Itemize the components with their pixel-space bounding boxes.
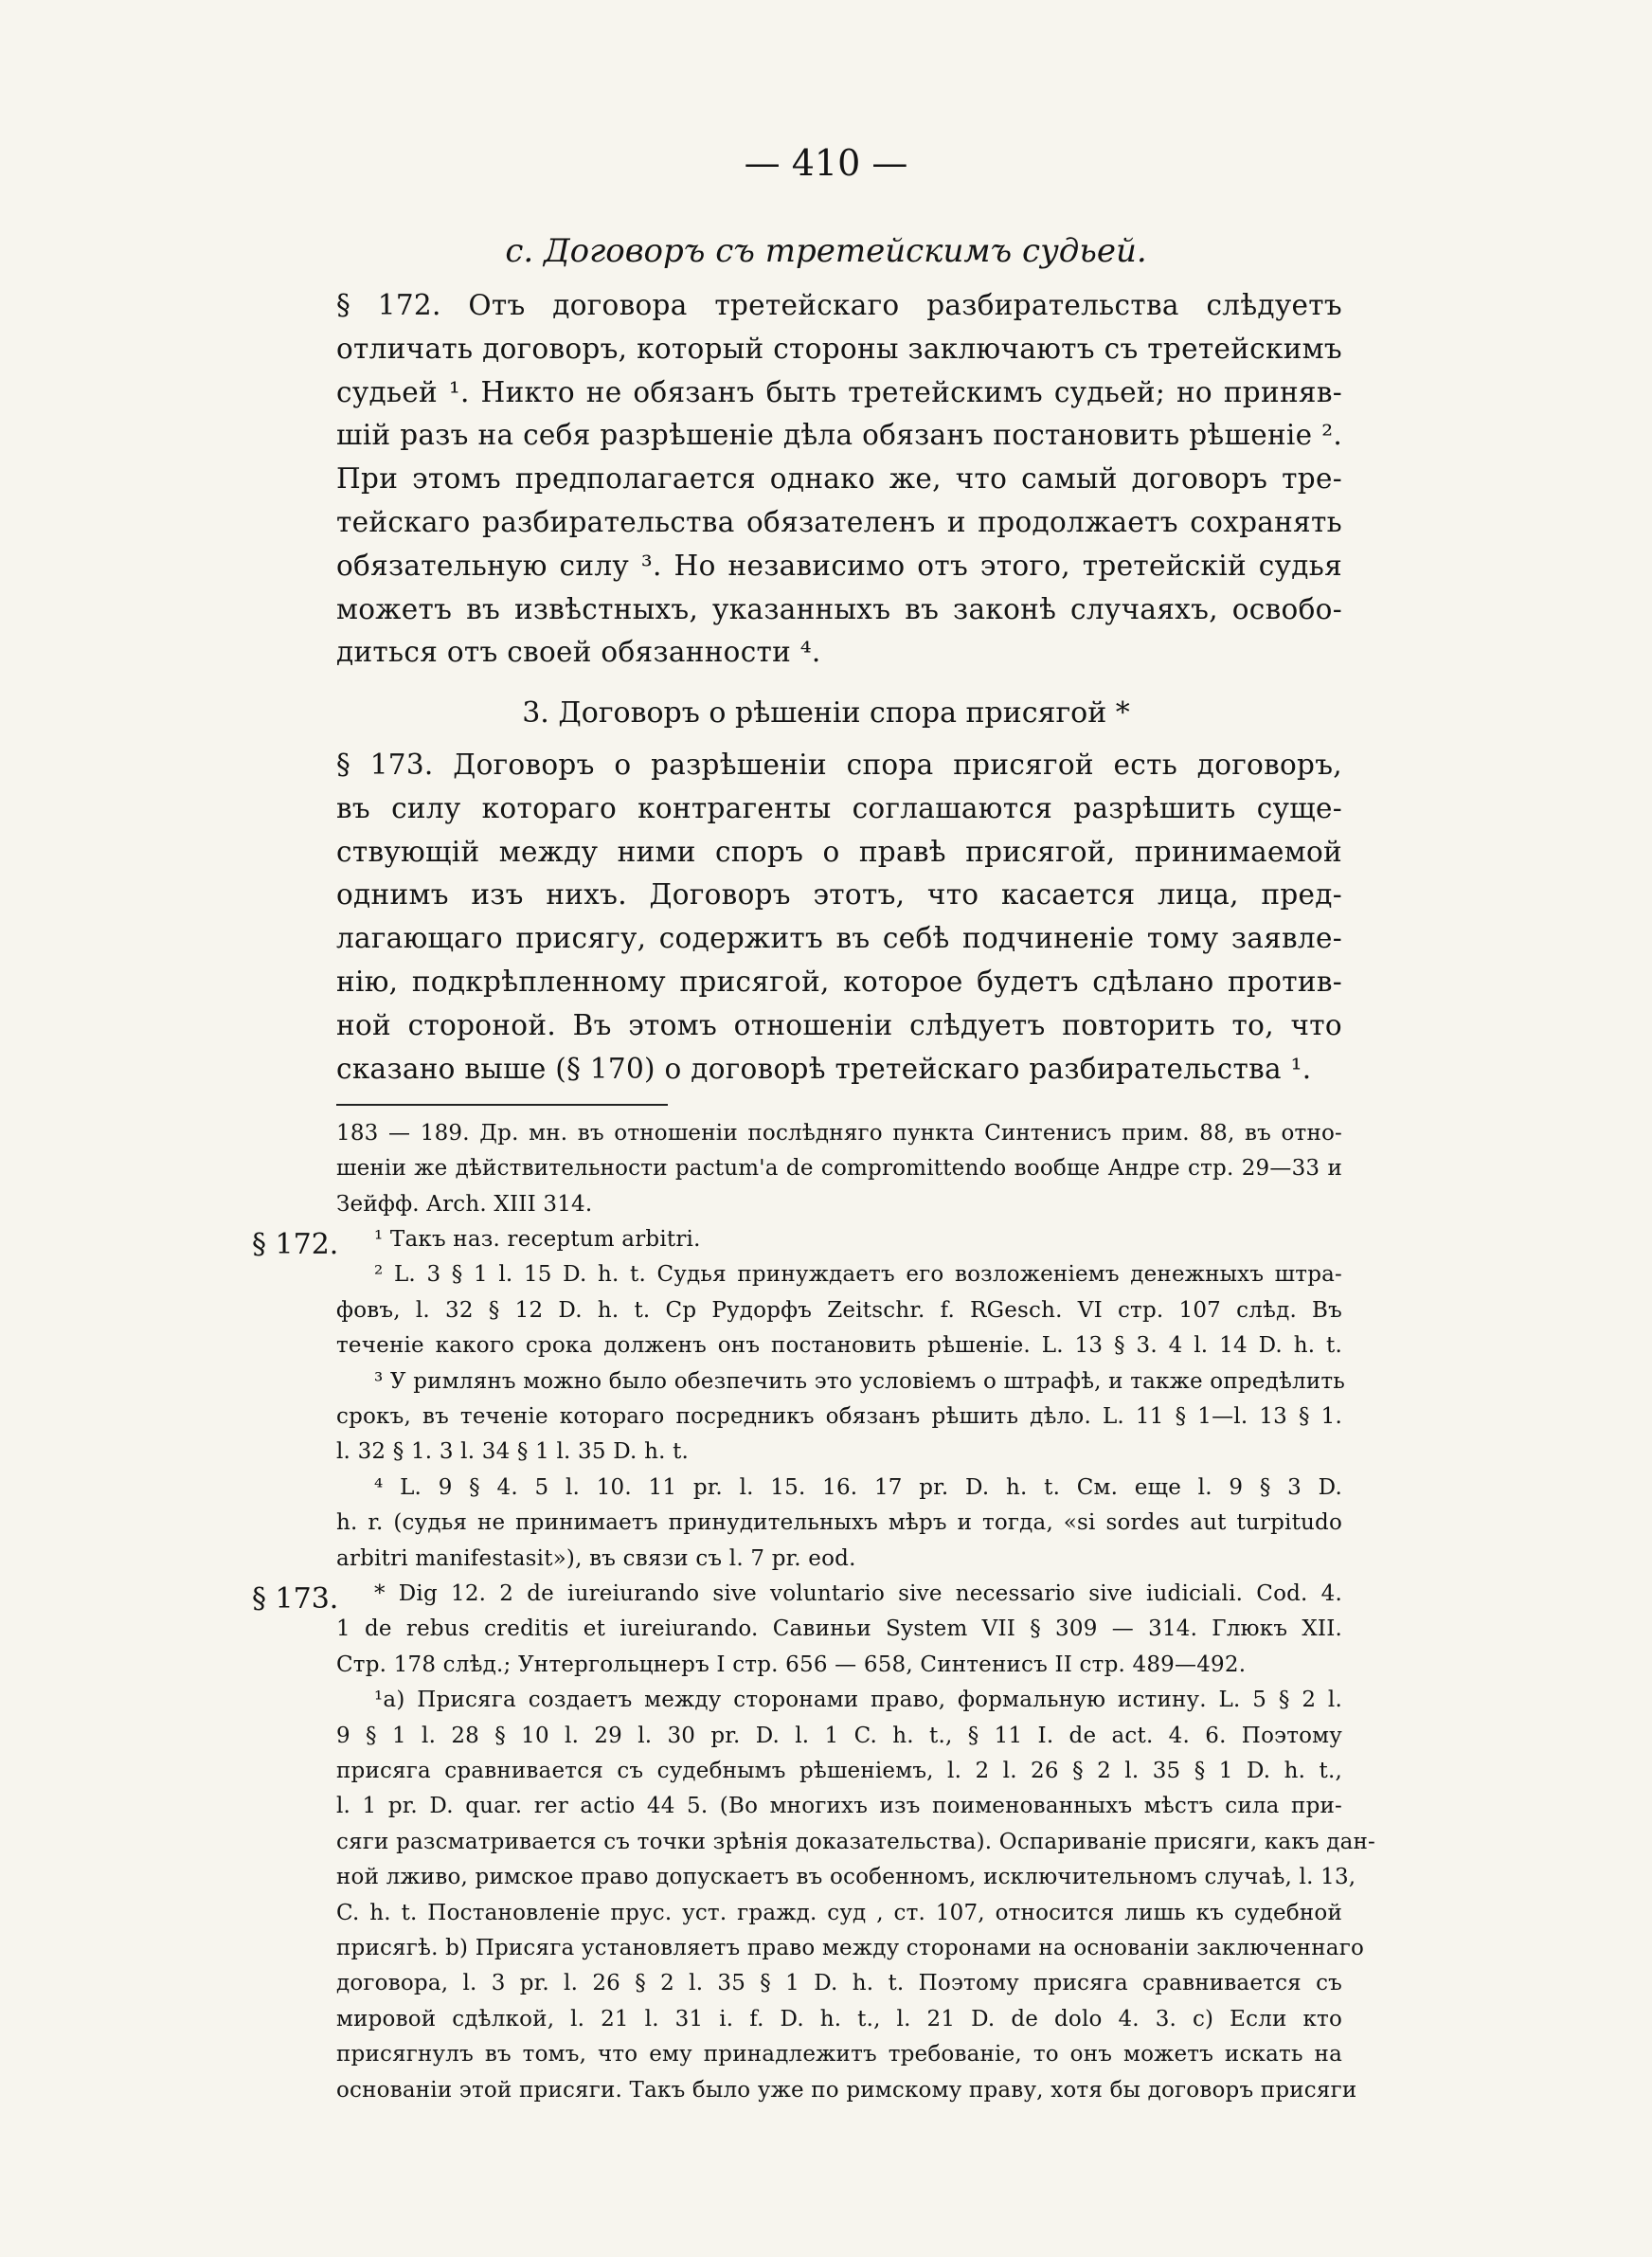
footnote-line: 1 de rebus creditis et iureiurando. Савиньи System VII § 309 — 314. Глюкъ XII. <box>336 1616 1342 1642</box>
footnote-line: h. r. (судья не принимаетъ принудительныхъ мѣръ и тогда, «si sordes aut turpitudo <box>336 1510 1342 1536</box>
footnote-line: l. 1 pr. D. quar. rer actio 44 5. (Во многихъ изъ поименованныхъ мѣстъ сила при- <box>336 1794 1342 1819</box>
footnote-line: присяга сравнивается съ судебнымъ рѣшеніемъ, l. 2 l. 26 § 2 l. 35 § 1 D. h. t., <box>336 1759 1342 1784</box>
section-heading-3: 3. Договоръ о рѣшеніи спора присягой * <box>522 696 1130 730</box>
footnote-line: ³ У римлянъ можно было обезпечить это условіемъ о штрафѣ, и также опредѣлить <box>374 1368 1346 1394</box>
footnote-line: ⁴ L. 9 § 4. 5 l. 10. 11 pr. l. 15. 16. 17 pr. D. h. t. См. еще l. 9 § 3 D. <box>374 1474 1342 1500</box>
footnote-line: ной лживо, римское право допускаетъ въ особенномъ, исключительномъ случаѣ, l. 13, <box>336 1865 1356 1890</box>
text-line: шій разъ на себя разрѣшеніе дѣла обязанъ постановить рѣшеніе ². <box>336 419 1342 452</box>
text-line: § 172. Отъ договора третейскаго разбирательства слѣдуетъ <box>336 289 1342 321</box>
text-line: лагающаго присягу, содержитъ въ себѣ подчиненіе тому заявле- <box>336 922 1342 955</box>
paragraph-172 <box>336 284 1342 675</box>
footnote-line: Стр. 178 слѣд.; Унтергольцнеръ I стр. 656 — 658, Синтенисъ II стр. 489—492. <box>336 1652 1247 1677</box>
footnote-line: ² L. 3 § 1 l. 15 D. h. t. Судья принуждаетъ его возложеніемъ денежныхъ штра- <box>374 1262 1342 1288</box>
text-line: однимъ изъ нихъ. Договоръ этотъ, что касается лица, пред- <box>336 878 1342 912</box>
footnote-line: шеніи же дѣйствительности pactum'a de compromittendo вообще Андре стр. 29—33 и <box>336 1156 1342 1182</box>
footnote-line: 9 § 1 l. 28 § 10 l. 29 l. 30 pr. D. l. 1 C. h. t., § 11 I. de act. 4. 6. Поэтому <box>336 1723 1342 1748</box>
footnote-line: 183 — 189. Др. мн. въ отношеніи послѣдняго пункта Синтенисъ прим. 88, въ отно- <box>336 1121 1342 1146</box>
text-line: можетъ въ извѣстныхъ, указанныхъ въ законѣ случаяхъ, освобо- <box>336 592 1342 625</box>
text-line: диться отъ своей обязанности ⁴. <box>336 636 821 669</box>
footnote-line: ¹а) Присяга создаетъ между сторонами право, формальную истину. L. 5 § 2 l. <box>374 1688 1342 1713</box>
footnote-line: основаніи этой присяги. Такъ было уже по римскому праву, хотя бы договоръ присяги <box>336 2077 1357 2103</box>
text-line: § 173. Договоръ о разрѣшеніи спора присягой есть договоръ, <box>336 749 1342 781</box>
paragraph-173 <box>336 744 1342 1091</box>
footnote-divider <box>336 1104 668 1106</box>
text-line: судьей ¹. Никто не обязанъ быть третейскимъ судьей; но приняв- <box>336 375 1342 408</box>
footnote-line: Зейфф. Arch. XIII 314. <box>336 1191 593 1217</box>
text-line: тейскаго разбирательства обязателенъ и продолжаетъ сохранять <box>336 505 1342 538</box>
footnote-line: теченіе какого срока долженъ онъ постановить рѣшеніе. L. 13 § 3. 4 l. 14 D. h. t. <box>336 1333 1342 1359</box>
text-line: отличать договоръ, который стороны заключаютъ съ третейскимъ <box>336 332 1342 365</box>
section-subheading: c. Договоръ съ третейскимъ судьей. <box>505 232 1147 270</box>
text-line: нію, подкрѣпленному присягой, которое будетъ сдѣлано против- <box>336 965 1342 998</box>
page-number: — 410 — <box>744 142 908 184</box>
footnote-line: присягѣ. b) Присяга установляетъ право между сторонами на основаніи заключеннаго <box>336 1936 1365 1961</box>
footnote-line: договора, l. 3 pr. l. 26 § 2 l. 35 § 1 D. h. t. Поэтому присяга сравнивается съ <box>336 1971 1342 1996</box>
footnote-marker-173: § 173. <box>252 1582 339 1616</box>
footnotes-173 <box>336 1577 1376 2108</box>
footnote-line: C. h. t. Постановленіе прус. уст. гражд. суд , ст. 107, относится лишь къ судебной <box>336 1900 1342 1925</box>
footnote-line: фовъ, l. 32 § 12 D. h. t. Ср Рудорфъ Zeitschr. f. RGesch. VI стр. 107 слѣд. Въ <box>336 1297 1342 1323</box>
footnote-line: ¹ Такъ наз. receptum arbitri. <box>374 1227 701 1252</box>
footnote-line: l. 32 § 1. 3 l. 34 § 1 l. 35 D. h. t. <box>336 1439 690 1465</box>
text-line: сказано выше (§ 170) о договорѣ третейскаго разбирательства ¹. <box>336 1052 1312 1085</box>
footnote-line: сяги разсматривается съ точки зрѣнія доказательства). Оспариваніе присяги, какъ дан- <box>336 1829 1376 1854</box>
text-line: обязательную силу ³. Но независимо отъ этого, третейскій судья <box>336 549 1342 582</box>
footnote-line: срокъ, въ теченіе котораго посредникъ обязанъ рѣшить дѣло. L. 11 § 1—l. 13 § 1. <box>336 1404 1342 1430</box>
footnote-marker-172: § 172. <box>252 1228 339 1261</box>
footnote-line: arbitri manifestasit»), въ связи съ l. 7 pr. eod. <box>336 1545 856 1571</box>
text-line: ной стороной. Въ этомъ отношеніи слѣдуетъ повторить то, что <box>336 1008 1342 1041</box>
footnote-line: присягнулъ въ томъ, что ему принадлежитъ требованіе, то онъ можетъ искать на <box>336 2042 1342 2067</box>
footnotes-172 <box>336 1222 1346 1577</box>
text-line: въ силу котораго контрагенты соглашаются разрѣшить суще- <box>336 791 1342 824</box>
footnote-continuation <box>336 1116 1342 1222</box>
footnote-line: мировой сдѣлкой, l. 21 l. 31 i. f. D. h. t., l. 21 D. de dolo 4. 3. c) Если кто <box>336 2006 1342 2031</box>
text-line: ствующій между ними споръ о правѣ присягой, принимаемой <box>336 835 1342 868</box>
text-line: При этомъ предполагается однако же, что самый договоръ тре- <box>336 462 1342 496</box>
footnote-line: * Dig 12. 2 de iureiurando sive voluntario sive necessario sive iudiciali. Cod. 4. <box>374 1581 1342 1606</box>
